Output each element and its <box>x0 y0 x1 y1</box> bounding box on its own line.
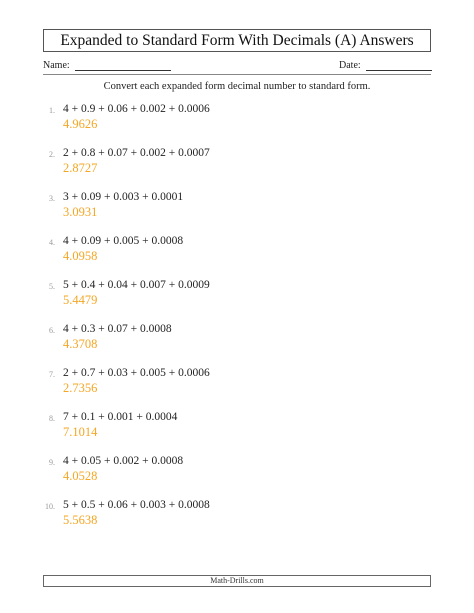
problem-expression: 5 + 0.4 + 0.04 + 0.007 + 0.0009 <box>63 279 210 291</box>
problem-answer: 4.3708 <box>63 337 98 351</box>
instructions: Convert each expanded form decimal number to standard form. <box>103 81 371 92</box>
problem-answer: 2.7356 <box>63 381 98 395</box>
problem-answer: 5.4479 <box>63 293 98 307</box>
problem-item <box>30 411 450 451</box>
problem-number: 1. <box>49 106 55 115</box>
problem-number: 9. <box>49 458 55 467</box>
problem-expression: 4 + 0.05 + 0.002 + 0.0008 <box>63 455 184 467</box>
problem-expression: 2 + 0.7 + 0.03 + 0.005 + 0.0006 <box>63 367 210 379</box>
problem-item <box>30 191 450 231</box>
problem-expression: 3 + 0.09 + 0.003 + 0.0001 <box>63 191 184 203</box>
problem-answer: 7.1014 <box>63 425 98 439</box>
date-label: Date: <box>339 60 361 71</box>
problem-expression: 4 + 0.9 + 0.06 + 0.002 + 0.0006 <box>63 103 210 115</box>
problem-item <box>30 455 450 495</box>
problem-expression: 4 + 0.09 + 0.005 + 0.0008 <box>63 235 184 247</box>
problem-answer: 4.0528 <box>63 469 98 483</box>
name-label: Name: <box>43 60 70 71</box>
problem-number: 5. <box>49 282 55 291</box>
problem-number: 10. <box>45 502 55 511</box>
problem-expression: 4 + 0.3 + 0.07 + 0.0008 <box>63 323 172 335</box>
date-field-line <box>366 70 432 71</box>
problem-expression: 7 + 0.1 + 0.001 + 0.0004 <box>63 411 178 423</box>
problem-item <box>30 235 450 275</box>
problem-item <box>30 147 450 187</box>
problem-answer: 4.9626 <box>63 117 98 131</box>
problem-number: 2. <box>49 150 55 159</box>
problem-number: 4. <box>49 238 55 247</box>
problem-item <box>30 499 450 539</box>
problem-number: 7. <box>49 370 55 379</box>
problem-item <box>30 103 450 143</box>
problem-expression: 2 + 0.8 + 0.07 + 0.002 + 0.0007 <box>63 147 210 159</box>
problem-answer: 3.0931 <box>63 205 98 219</box>
header-divider <box>43 74 431 75</box>
problem-answer: 5.5638 <box>63 513 98 527</box>
problem-answer: 4.0958 <box>63 249 98 263</box>
problem-item <box>30 279 450 319</box>
footer-site-credit: Math-Drills.com <box>43 575 431 587</box>
worksheet-title: Expanded to Standard Form With Decimals (A) Answers <box>43 29 431 52</box>
problem-number: 3. <box>49 194 55 203</box>
problem-answer: 2.8727 <box>63 161 98 175</box>
problem-number: 8. <box>49 414 55 423</box>
name-field-line <box>75 70 171 71</box>
problem-item <box>30 323 450 363</box>
problem-expression: 5 + 0.5 + 0.06 + 0.003 + 0.0008 <box>63 499 210 511</box>
problem-item <box>30 367 450 407</box>
problem-number: 6. <box>49 326 55 335</box>
